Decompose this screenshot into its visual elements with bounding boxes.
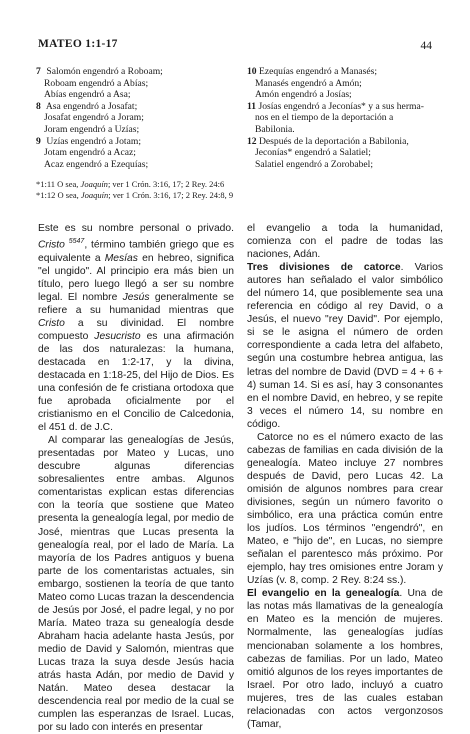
commentary-paragraph: Este es su nombre personal o privado. Cristo $^{5547}$, término también griego que es equivalente a Mesías en hebreo, significa "el ungido". Al principio era más bien un título, pero luego llegó a ser su nombre legal. El nombre Jesús generalmente se refiere a su humanidad mientras que Cristo a su divinidad. El nombre compuesto Jesucristo es una afirmación de las dos naturalezas: la humana, destacada en 1:2-17, y la divina, destacada en 1:18-25, del Hijo de Dios. Es una confesión de fe cristiana ortodoxa que fue aprobada oficialmente por el cristianismo en el Concilio de Calcedonia, el 451 d. de J.C. — [38, 223, 234, 434]
scripture-verses-left — [36, 66, 236, 170]
verse-text: Manasés engendró a Amón; — [255, 77, 362, 89]
running-head-reference: MATEO 1:1-17 — [38, 38, 118, 50]
commentary-column-left — [38, 222, 234, 734]
scripture-verses-right — [247, 66, 447, 170]
verse-number: 12 — [247, 135, 257, 147]
verse-line — [36, 159, 236, 171]
verse-line — [247, 101, 447, 113]
verse-text: Josafat engendró a Joram; — [44, 112, 144, 124]
footnote: *1:12 O sea, Joaquín; ver 1 Crón. 3:16, 17; 2 Rey. 24:8, 9 — [36, 190, 234, 200]
verse-line — [247, 89, 447, 101]
commentary-column-right — [247, 222, 443, 731]
verse-text: Después de la deportación a Babilonia, — [259, 135, 409, 147]
verse-line — [36, 66, 236, 78]
footnote: *1:11 O sea, Joaquín; ver 1 Crón. 3:16, 17; 2 Rey. 24:6 — [36, 179, 225, 189]
verse-line — [36, 124, 236, 136]
verse-text: Roboam engendró a Abías; — [44, 77, 149, 89]
verse-number: 11 — [247, 100, 257, 112]
verse-number: 7 — [36, 66, 41, 77]
verse-line — [36, 89, 236, 101]
verse-number: 9 — [36, 135, 41, 147]
commentary-paragraph: Tres divisiones de catorce. Varios autores han señalado el valor simbólico del número 14, que posiblemente sea una referencia en código al rey David, o a Jesús, el nuevo "rey David". Por ejemplo, si se le asigna el número de orden correspondiente a cada letra del alfabeto, según una costumbre hebrea antigua, las letras del nombre de David (DVD = 4 + 6 + 4) suman 14. Si es así, hay 3 consonantes en el nombre David, en hebreo, y se repite 3 veces el número 14, su nombre en código. — [247, 262, 443, 430]
verse-line — [36, 101, 236, 113]
page-number: 44 — [420, 40, 432, 52]
verse-text: Jotam engendró a Acaz; — [44, 147, 136, 159]
verse-line — [247, 66, 447, 78]
verse-line — [36, 78, 236, 90]
verse-text: Amón engendró a Josías; — [255, 89, 352, 101]
verse-text: Josías engendró a Jeconías* y a sus herma- — [258, 100, 424, 112]
verse-text: Ezequías engendró a Manasés; — [259, 66, 378, 77]
verse-text: Babilonia. — [255, 123, 295, 135]
verse-line — [247, 159, 447, 171]
page-header — [38, 38, 432, 54]
section-heading: El evangelio en la genealogía — [247, 588, 400, 600]
commentary-paragraph: Al comparar las genealogías de Jesús, presentadas por Mateo y Lucas, uno descubre algunas diferencias sobresalientes entre ambas. Algunos comentaristas explican estas diferencias con la teoría que sostiene que Mateo presenta la genealogía legal, por medio de José, mientras que Lucas presenta la genealogía real, por el lado de María. La mayoría de los Padres antiguos y buena parte de los comentaristas actuales, sin embargo, sostienen la teoría de que tanto Mateo como Lucas trazan la descendencia de Jesús por José, el padre legal, y no por María. Mateo traza su genealogía desde Abraham hacia adelante hasta Jesús, por medio de David y Salomón, mientras que Lucas traza la suya desde Jesús hacia atrás hasta Adán, por medio de David y Natán. Mateo desea destacar la descendencia real por medio de la cual se cumplen las esperanzas de Israel. Lucas, por su lado con interés en presentar — [38, 435, 234, 734]
verse-number: 10 — [247, 66, 257, 77]
verse-line — [247, 136, 447, 148]
verse-line — [247, 147, 447, 159]
verse-line — [247, 78, 447, 90]
verse-text: Uzías engendró a Jotam; — [46, 135, 141, 147]
verse-text: Acaz engendró a Ezequías; — [44, 158, 149, 170]
verse-line — [36, 147, 236, 159]
verse-text: Jeconías* engendró a Salatiel; — [255, 147, 371, 159]
verse-line — [36, 112, 236, 124]
verse-line — [36, 136, 236, 148]
verse-number: 8 — [36, 100, 41, 112]
section-heading: Tres divisiones de catorce — [247, 262, 401, 274]
verse-line — [247, 124, 447, 136]
commentary-paragraph: el evangelio a toda la humanidad, comienza con el padre de todas las naciones, Adán. — [247, 223, 443, 261]
commentary-paragraph: Catorce no es el número exacto de las cabezas de familias en cada división de la genealogía. Mateo incluye 27 nombres después de David, pero Lucas 42. La omisión de algunos nombres para crear divisiones, según un número favorito o simbólico, era una práctica común entre los judíos. Los términos "engendró", en Mateo, e "hijo de", en Lucas, no siempre señalan el parentesco más próximo. Por ejemplo, hay tres omisiones entre Joram y Uzías (v. 8, comp. 2 Rey. 8:24 ss.). — [247, 431, 443, 587]
verse-text: Salatiel engendró a Zorobabel; — [255, 158, 374, 170]
verse-text: Abías engendró a Asa; — [44, 89, 131, 101]
strong-number: 5547 — [68, 238, 85, 246]
footnotes — [36, 179, 233, 201]
verse-line — [247, 112, 447, 124]
verse-text: Joram engendró a Uzías; — [44, 123, 140, 135]
commentary-paragraph: El evangelio en la genealogía. Una de las notas más llamativas de la genealogía en Mateo es la mención de mujeres. Normalmente, las genealogías judías mencionaban solamente a los hombres, cabezas de familias. Por un lado, Mateo omitió algunos de los reyes importantes de Israel. Por otro lado, incluyó a cuatro mujeres, tres de las cuales estaban relacionadas con actos vergonzosos (Tamar, — [247, 588, 443, 730]
verse-text: Asa engendró a Josafat; — [45, 100, 138, 112]
verse-text: nos en el tiempo de la deportación a — [255, 112, 394, 124]
verse-text: Salomón engendró a Roboam; — [46, 66, 163, 77]
